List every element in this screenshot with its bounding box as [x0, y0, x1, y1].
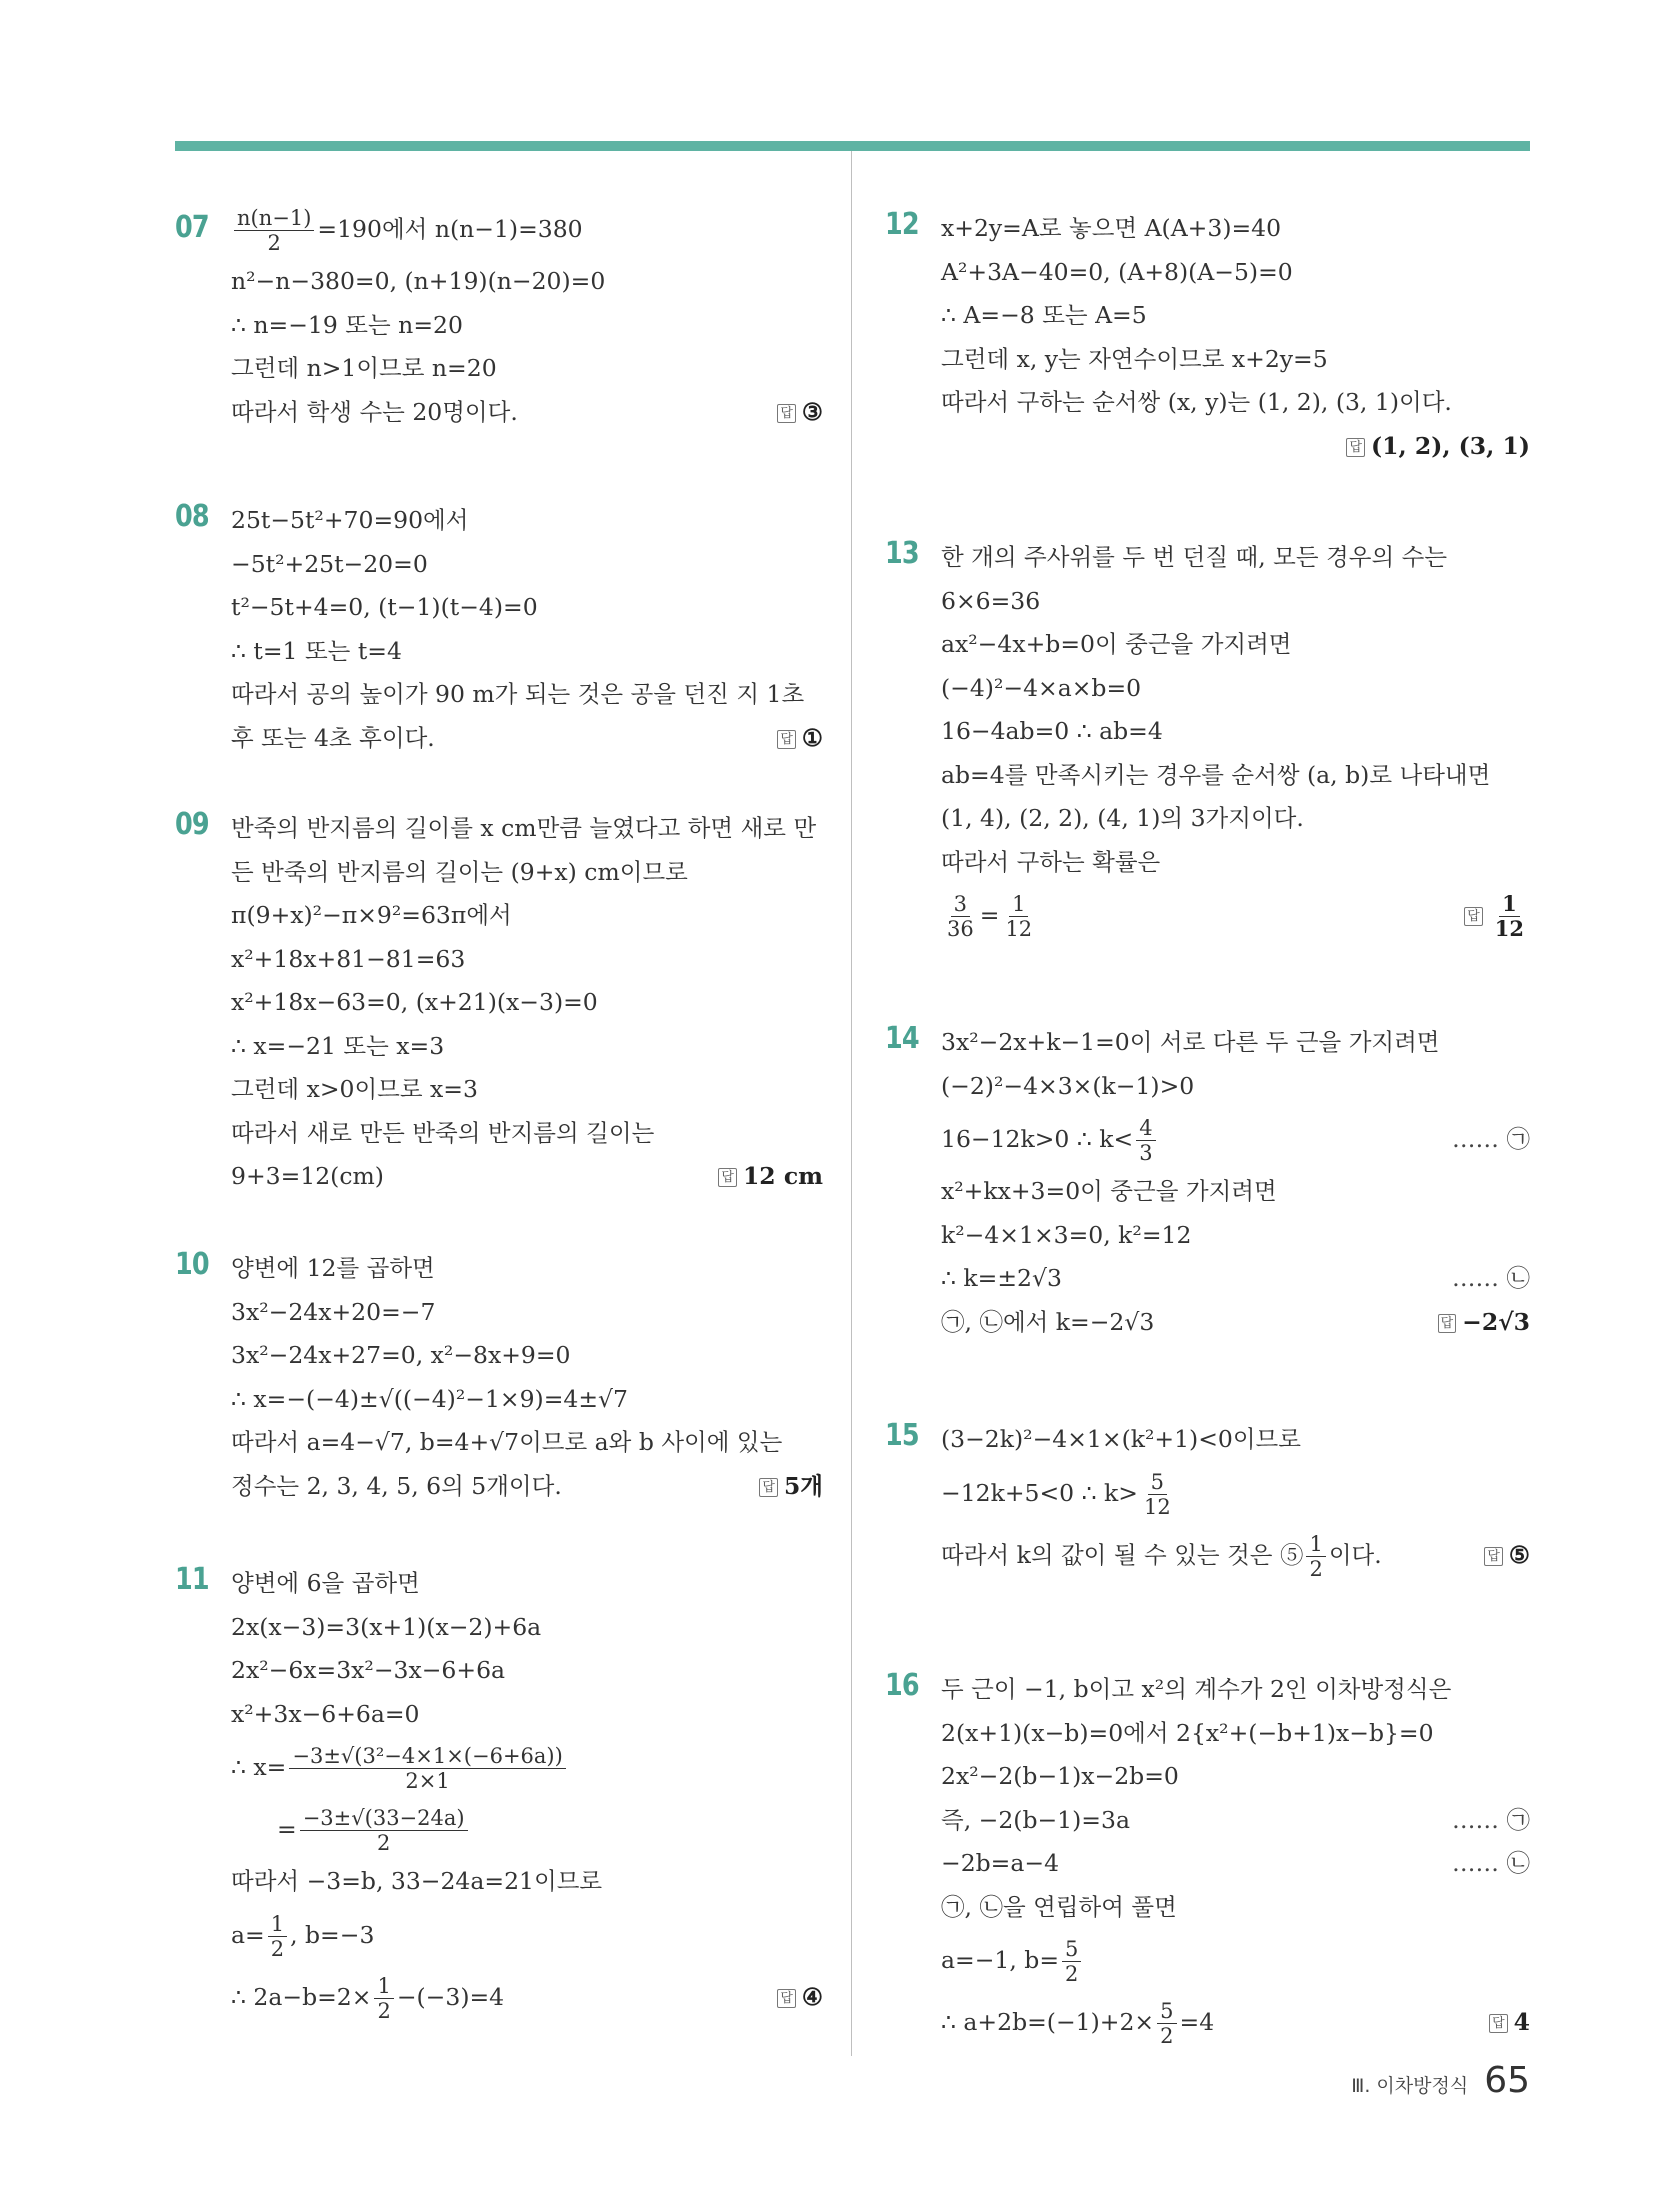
solution-line: 반죽의 반지름의 길이를 x cm만큼 늘였다고 하면 새로 만 [231, 814, 817, 842]
answer-icon: 답 [777, 1989, 796, 2008]
solution-line: 16−12k>0 ∴ k< $\frac{4}{3}$ …… ㉠ [941, 1108, 1530, 1170]
solution-line: 그런데 x, y는 자연수이므로 x+2y=5 [941, 344, 1328, 373]
solution-line: 즉, −2(b−1)=3a …… ㉠ [941, 1799, 1530, 1843]
answer-icon: 답 [777, 730, 796, 749]
solution-line: ∴ t=1 또는 t=4 [231, 636, 402, 665]
solution-line: ∴ n=−19 또는 n=20 [231, 310, 463, 339]
answer: 답 ④ [777, 1966, 823, 2028]
solution-line: ax²−4x+b=0이 중근을 가지려면 [941, 630, 1292, 658]
answer-icon: 답 [718, 1168, 737, 1187]
condition-mark: …… ㉡ [1452, 1849, 1530, 1877]
solution-line: −2b=a−4 …… ㉡ [941, 1842, 1530, 1886]
answer: 답 4 [1489, 1991, 1530, 2053]
solution-line: 3x²−24x+27=0, x²−8x+9=0 [231, 1341, 571, 1369]
problem-number: 07 [175, 210, 209, 245]
answer: 답 −2√3 [1438, 1301, 1530, 1345]
solution-line: 9+3=12(cm) 답 12 cm [231, 1155, 823, 1199]
answer-icon: 답 [1489, 2014, 1508, 2033]
problem-number: 12 [885, 207, 919, 242]
column-divider [851, 151, 852, 2056]
fraction: $\frac{5}{12}$ [1143, 1469, 1171, 1519]
solution-line: n²−n−380=0, (n+19)(n−20)=0 [231, 267, 606, 295]
solution-line: 양변에 12를 곱하면 [231, 1254, 435, 1282]
solution-line: ab=4를 만족시키는 경우를 순서쌍 (a, b)로 나타내면 [941, 760, 1491, 789]
answer-icon: 답 [777, 404, 796, 423]
answer-icon: 답 [1346, 438, 1365, 457]
fraction: $\frac{4}{3}$ [1136, 1116, 1155, 1165]
solution-line: = $\frac{-3\pm√(33-24a)}{2}$ [231, 1798, 823, 1860]
chapter-label: Ⅲ. 이차방정식 [1351, 2075, 1469, 2097]
solution-line: k²−4×1×3=0, k²=12 [941, 1220, 1192, 1249]
solution-line: 2(x+1)(x−b)=0에서 2{x²+(−b+1)x−b}=0 [941, 1718, 1434, 1747]
solution-line: ㉠, ㉡을 연립하여 풀면 [941, 1892, 1177, 1921]
solution-line: ∴ 2a−b=2× $\frac{1}{2}$ −(−3)=4 답 ④ [231, 1966, 823, 2028]
solution-line: 두 근이 −1, b이고 x²의 계수가 2인 이차방정식은 [941, 1675, 1452, 1703]
fraction: $\frac{1}{12}$ [1005, 892, 1033, 941]
solution-line: $\frac{3}{36}$ = $\frac{1}{12}$ 답 $\frac{1}{12}$ [941, 884, 1530, 946]
solution-line: a=−1, b= $\frac{5}{2}$ [941, 1929, 1530, 1991]
answer: 답 ③ [777, 391, 823, 435]
answer-icon: 답 [1464, 907, 1483, 926]
fraction: $\frac{1}{2}$ [1306, 1532, 1325, 1581]
answer [1464, 884, 1530, 946]
solution-line: (−4)²−4×a×b=0 [941, 673, 1142, 702]
solution-line: ㉠, ㉡에서 k=−2√3 답 −2√3 [941, 1301, 1530, 1345]
solution-line: 그런데 n>1이므로 n=20 [231, 354, 497, 382]
problem-number: 14 [885, 1021, 919, 1056]
solution-line: 6×6=36 [941, 586, 1041, 615]
solution-line: π(9+x)²−π×9²=63π에서 [231, 901, 512, 929]
page-footer [1351, 2060, 1530, 2101]
solution-line: a= $\frac{1}{2}$ , b=−3 [231, 1911, 375, 1961]
solution-line [941, 425, 1530, 469]
solution-line: 따라서 a=4−√7, b=4+√7이므로 a와 b 사이에 있는 [231, 1428, 783, 1456]
solution-line: ∴ a+2b=(−1)+2× $\frac{5}{2}$ =4 답 4 [941, 1991, 1530, 2053]
solution-line: 후 또는 4초 후이다. 답 ① [231, 717, 823, 761]
solution-line: t²−5t+4=0, (t−1)(t−4)=0 [231, 593, 538, 621]
fraction: $\frac{\text{−3±√(3²−4×1×(−6+6a))}}{2\times 1}$ [289, 1744, 565, 1793]
answer-fraction: $\frac{1}{12}$ [1494, 891, 1524, 941]
solution-line: (3−2k)²−4×1×(k²+1)<0이므로 [941, 1425, 1301, 1453]
condition-mark: …… ㉠ [1452, 1805, 1530, 1834]
solution-line: 따라서 구하는 확률은 [941, 847, 1161, 876]
solution-line: 양변에 6을 곱하면 [231, 1569, 420, 1597]
fraction: $\frac{3}{36}$ [947, 892, 974, 941]
solution-line: 따라서 공의 높이가 90 m가 되는 것은 공을 던진 지 1초 [231, 680, 805, 708]
solution-line: 2x²−2(b−1)x−2b=0 [941, 1762, 1179, 1790]
solution-line: 3x²−2x+k−1=0이 서로 다른 두 근을 가지려면 [941, 1028, 1440, 1056]
solution-line: x²+18x−63=0, (x+21)(x−3)=0 [231, 988, 598, 1016]
fraction: $\frac{1}{2}$ [374, 1974, 393, 2023]
solution-line: 따라서 구하는 순서쌍 (x, y)는 (1, 2), (3, 1)이다. [941, 388, 1452, 416]
solution-line: ∴ x= $\frac{\text{−3±√(3²−4×1×(−6+6a))}}{2\times 1}$ [231, 1736, 823, 1798]
condition-mark: …… ㉠ [1452, 1125, 1530, 1153]
answer: 답 ① [777, 717, 823, 761]
page-number: 65 [1484, 2060, 1530, 2101]
solution-line: (−2)²−4×3×(k−1)>0 [941, 1071, 1195, 1100]
solution-line: $\frac{n(n-1)}{2}$ =190에서 n(n−1)=380 [231, 198, 823, 260]
solution-line: 25t−5t²+70=90에서 [231, 506, 469, 534]
solution-line: ∴ A=−8 또는 A=5 [941, 301, 1147, 329]
problem-number: 08 [175, 499, 209, 534]
answer: 답 ⑤ [1484, 1524, 1530, 1586]
solution-line: 그런데 x>0이므로 x=3 [231, 1075, 478, 1103]
solution-line: 든 반죽의 반지름의 길이는 (9+x) cm이므로 [231, 857, 688, 886]
problem-number: 10 [175, 1247, 209, 1282]
problem-number: 15 [885, 1418, 919, 1453]
answer-icon: 답 [1438, 1314, 1457, 1333]
answer: 답 (1, 2), (3, 1) [1346, 425, 1530, 469]
top-rule [175, 141, 1530, 151]
answer: 답 5개 [759, 1465, 823, 1509]
solution-line: ∴ k=±2√3 …… ㉡ [941, 1257, 1530, 1301]
answer-icon: 답 [1484, 1547, 1503, 1566]
fraction: $\frac{5}{2}$ [1157, 1999, 1176, 2048]
solution-line: 따라서 새로 만든 반죽의 반지름의 길이는 [231, 1118, 655, 1147]
solution-line: x+2y=A로 놓으면 A(A+3)=40 [941, 214, 1282, 242]
answer: 답 12 cm [718, 1155, 823, 1199]
solution-line: A²+3A−40=0, (A+8)(A−5)=0 [941, 257, 1293, 286]
solution-line: 따라서 k의 값이 될 수 있는 것은 ⑤ $\frac{1}{2}$ 이다. 답 ⑤ [941, 1524, 1530, 1586]
problem-number: 11 [175, 1562, 209, 1597]
condition-mark: …… ㉡ [1452, 1264, 1530, 1292]
solution-line: 한 개의 주사위를 두 번 던질 때, 모든 경우의 수는 [941, 543, 1448, 571]
solution-line: −5t²+25t−20=0 [231, 549, 428, 578]
fraction: $\frac{5}{2}$ [1062, 1937, 1081, 1986]
solution-line: 2x²−6x=3x²−3x−6+6a [231, 1656, 506, 1684]
solution-line: ∴ x=−(−4)±√((−4)²−1×9)=4±√7 [231, 1384, 628, 1413]
solution-line: −12k+5<0 ∴ k> $\frac{5}{12}$ [941, 1462, 1530, 1524]
solution-line: x²+kx+3=0이 중근을 가지려면 [941, 1177, 1277, 1205]
solution-line: 정수는 2, 3, 4, 5, 6의 5개이다. 답 5개 [231, 1465, 823, 1509]
solution-line: ∴ x=−21 또는 x=3 [231, 1031, 445, 1060]
solution-line: x²+3x−6+6a=0 [231, 1699, 420, 1728]
problem-number: 13 [885, 536, 919, 571]
solution-line: x²+18x+81−81=63 [231, 944, 466, 973]
problem-number: 09 [175, 807, 209, 842]
solution-line: (1, 4), (2, 2), (4, 1)의 3가지이다. [941, 804, 1304, 832]
solution-line: 따라서 학생 수는 20명이다. 답 ③ [231, 391, 823, 435]
fraction: $\frac{-3\pm√(33-24a)}{2}$ [300, 1806, 468, 1855]
solution-line: 따라서 −3=b, 33−24a=21이므로 [231, 1867, 603, 1895]
fraction: $\frac{n(n-1)}{2}$ [234, 206, 314, 255]
problem-number: 16 [885, 1668, 919, 1703]
solution-line: 2x(x−3)=3(x+1)(x−2)+6a [231, 1612, 542, 1641]
solution-line: 16−4ab=0 ∴ ab=4 [941, 717, 1163, 745]
solution-line: 3x²−24x+20=−7 [231, 1297, 436, 1326]
fraction: $\frac{1}{2}$ [268, 1912, 287, 1961]
answer-icon: 답 [759, 1478, 778, 1497]
